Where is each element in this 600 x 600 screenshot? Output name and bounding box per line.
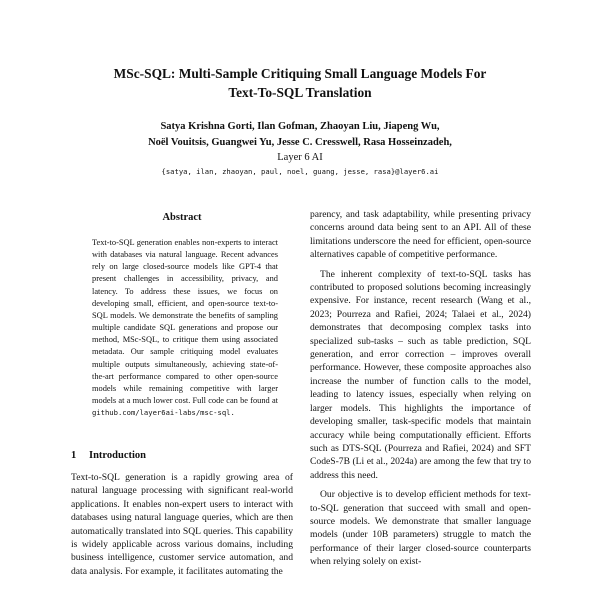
author-list [60, 119, 540, 151]
abstract-heading: Abstract [162, 212, 202, 223]
right-column-body [310, 208, 531, 569]
right-paragraph-3: Our objective is to develop efficient methods for text-to-SQL generation that succeed with small and open-source models. We demonstrate that smaller language models (under 10B parameters) struggle to match the performance of their larger closed-source counterparts when relying solely on exist- [310, 489, 531, 568]
right-paragraph-1: parency, and task adaptability, while presenting privacy concerns around data being sent to an API. All of these limitations underscore the need for efficient, open-source alternatives capable of competitive performance. [310, 209, 531, 261]
right-paragraph-2: The inherent complexity of text-to-SQL tasks has contributed to proposed solutions becoming increasingly expensive. For instance, recent research (Wang et al., 2023; Pourreza and Rafiei, 2024; Talaei et al., 2024) demonstrates that decomposing complex tasks into specialized sub-tasks – such as table prediction, SQL generation, and error correction – improves overall performance. However, these composite approaches also increase the number of function calls to the model, leading to latency issues, especially when relying on larger models. This highlights the importance of developing smaller, task-specific models that maintain accuracy while being computationally efficient. Efforts such as DTS-SQL (Pourreza and Rafiei, 2024) and SFT CodeS-7B (Li et al., 2024a) are among the few that try to address this need. [310, 268, 531, 481]
code-link[interactable]: github.com/layer6ai-labs/msc-sql. [92, 408, 235, 418]
paper-title [60, 64, 540, 102]
authors-line-2: Noël Vouitsis, Guangwei Yu, Jesse C. Cresswell, Rasa Hosseinzadeh, [148, 137, 452, 148]
abstract-body [92, 237, 278, 419]
section-heading-introduction [71, 449, 293, 463]
intro-paragraph-1: Text-to-SQL generation is a rapidly growing area of natural language processing with significant real-world applications. It enables non-expert users to interact with databases using natural language queries, which are then automatically translated into SQL queries. This capability is widely applicable across various domains, including business intelligence, customer service automation, and data analysis. For example, it facilitates automating the [71, 472, 293, 577]
title-line-2: Text-To-SQL Translation [228, 85, 372, 100]
section-number: 1 [71, 450, 77, 461]
section-title: Introduction [89, 450, 146, 461]
author-emails: {satya, ilan, zhaoyan, paul, noel, guang, jesse, rasa}@layer6.ai [161, 167, 439, 176]
authors-line-1: Satya Krishna Gorti, Ilan Gofman, Zhaoyan Liu, Jiapeng Wu, [160, 121, 440, 132]
title-line-1: MSc-SQL: Multi-Sample Critiquing Small Language Models For [113, 66, 487, 81]
left-column-body [71, 471, 293, 578]
affiliation: Layer 6 AI [277, 152, 323, 163]
abstract-text: Text-to-SQL generation enables non-experts to interact with databases via natural language. Recent advances rely on large closed-source models like GPT-4 that present challenges in accessibility, privacy, and latency. To address these issues, we focus on developing small, efficient, and open-source text-to-SQL models. We demonstrate the benefits of sampling multiple candidate SQL generations and propose our method, MSc-SQL, to critique them using associated metadata. Our sample critiquing model evaluates multiple outputs simultaneously, achieving state-of-the-art performance compared to other open-source models while remaining competitive with larger models at a much lower cost. Full code can be found at [92, 238, 278, 406]
